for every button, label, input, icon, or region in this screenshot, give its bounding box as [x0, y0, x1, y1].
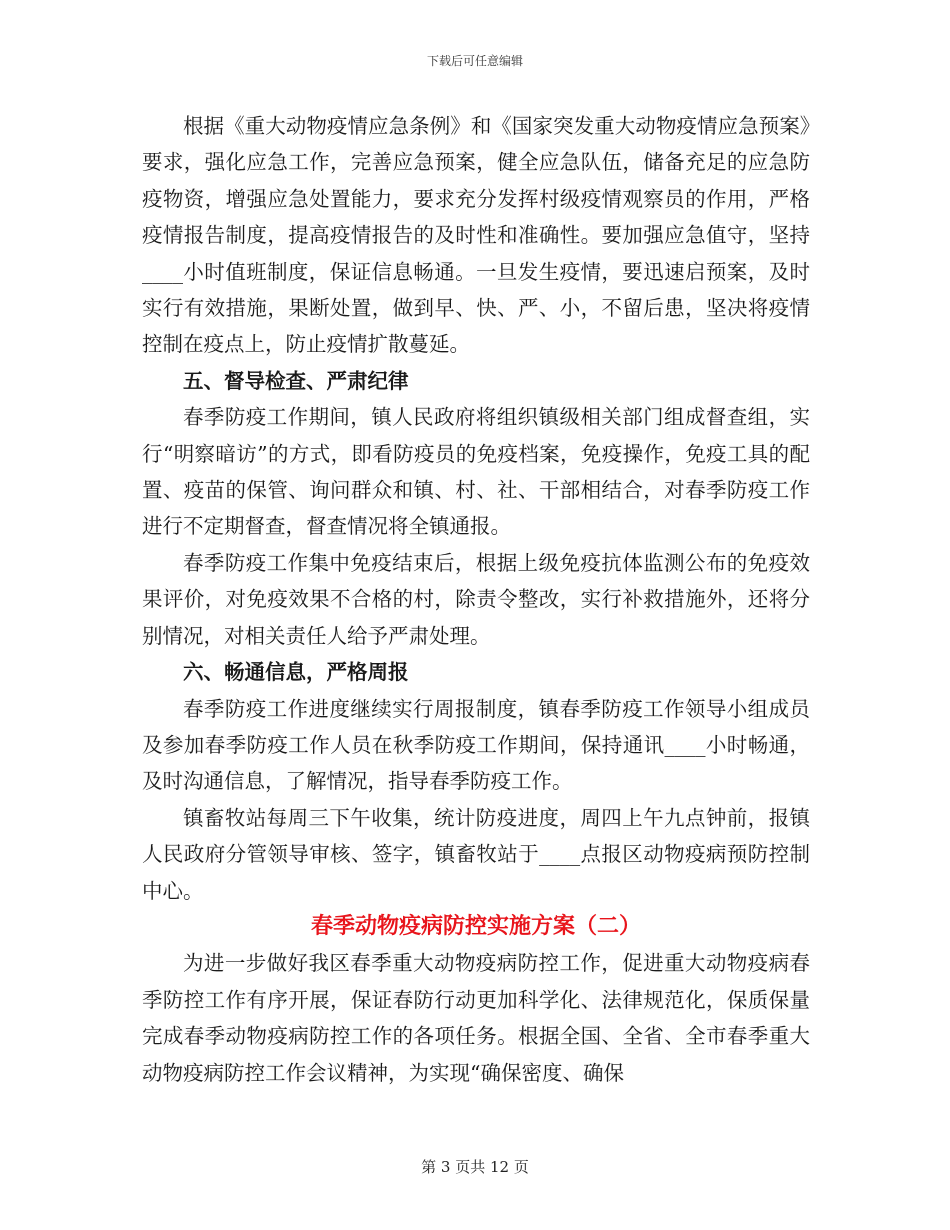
paragraph: 为进一步做好我区春季重大动物疫病防控工作，促进重大动物疫病春季防控工作有序开展，保证春防行动更加科学化、法律规范化，保质保量完成春季动物疫病防控工作的各项任务。根据全国、全省、全市春季重大动物疫病防控工作会议精神，为实现“确保密度、确保 [142, 951, 810, 1085]
document-title: 春季动物疫病防控实施方案（二） [310, 913, 641, 939]
document-body [142, 108, 810, 1091]
paragraph: 镇畜牧站每周三下午收集，统计防疫进度，周四上午九点钟前，报镇人民政府分管领导审核、签字，镇畜牧站于____点报区动物疫病预防控制中心。 [142, 805, 810, 903]
section-heading: 五、督导检查、严肃纪律 [183, 368, 409, 393]
paragraph: 春季防疫工作集中免疫结束后，根据上级免疫抗体监测公布的免疫效果评价，对免疫效果不合格的村，除责令整改，实行补救措施外，还将分别情况，对相关责任人给予严肃处理。 [142, 550, 810, 648]
section-heading: 六、畅通信息，严格周报 [183, 660, 409, 685]
page-number: 第 3 页共 12 页 [421, 1158, 529, 1176]
paragraph: 春季防疫工作期间，镇人民政府将组织镇级相关部门组成督查组，实行“明察暗访”的方式，即看防疫员的免疫档案，免疫操作，免疫工具的配置、疫苗的保管、询问群众和镇、村、社、干部相结合，对春季防疫工作进行不定期督查，督查情况将全镇通报。 [142, 405, 810, 539]
paragraph: 根据《重大动物疫情应急条例》和《国家突发重大动物疫情应急预案》要求，强化应急工作，完善应急预案，健全应急队伍，储备充足的应急防疫物资，增强应急处置能力，要求充分发挥村级疫情观察员的作用，严格疫情报告制度，提高疫情报告的及时性和准确性。要加强应急值守，坚持____小时值班制度，保证信息畅通。一旦发生疫情，要迅速启预案，及时实行有效措施，果断处置，做到早、快、严、小，不留后患，坚决将疫情控制在疫点上，防止疫情扩散蔓延。 [142, 114, 810, 357]
page-header-note: 下载后可任意编辑 [426, 54, 523, 68]
paragraph: 春季防疫工作进度继续实行周报制度，镇春季防疫工作领导小组成员及参加春季防疫工作人员在秋季防疫工作期间，保持通讯____小时畅通，及时沟通信息，了解情况，指导春季防疫工作。 [142, 696, 810, 794]
